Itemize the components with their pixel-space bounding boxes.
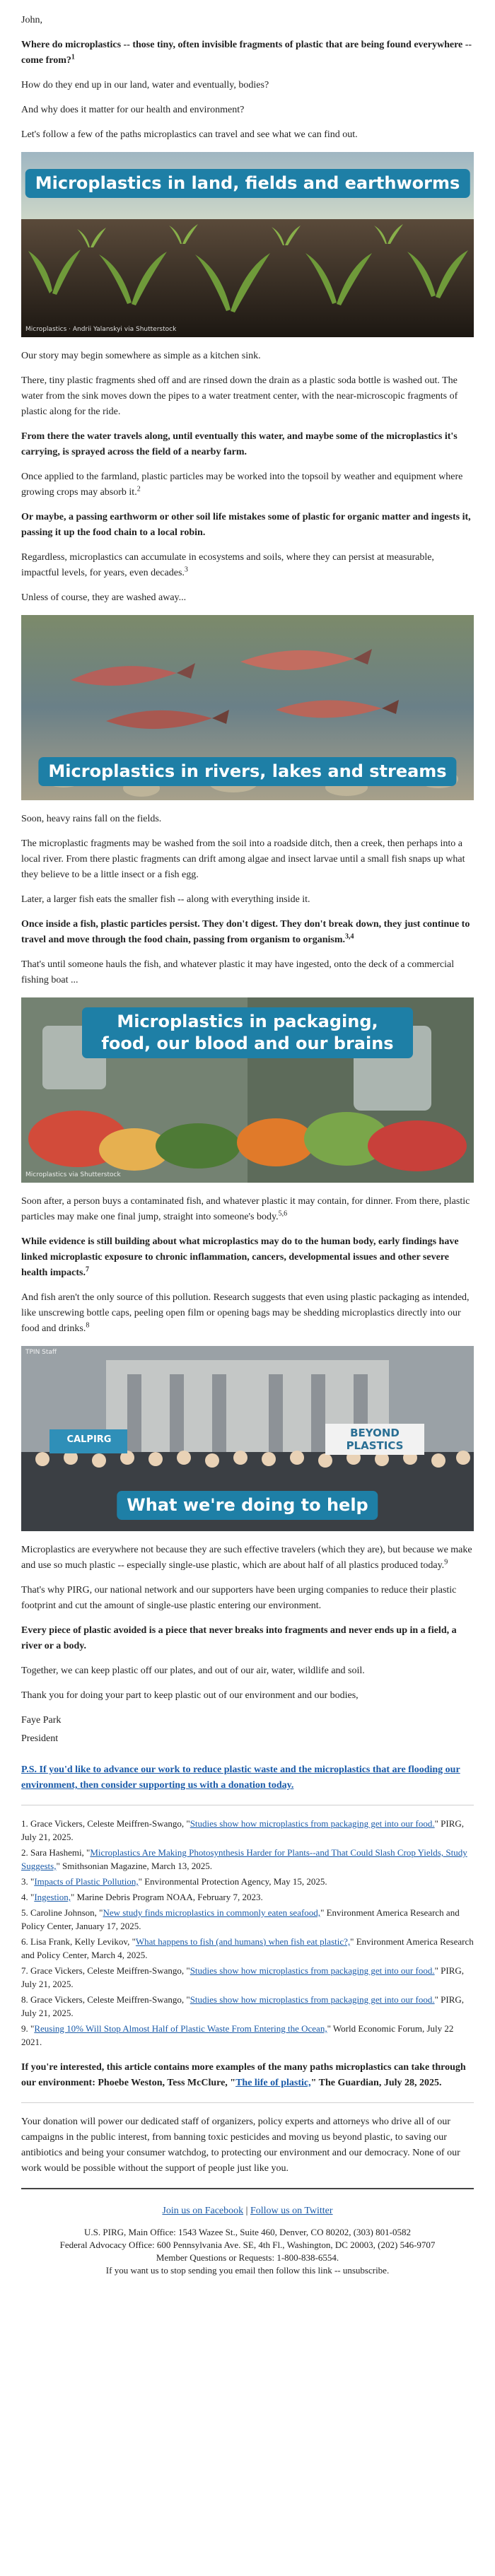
reference-item: 2. Sara Hashemi, "Microplastics Are Making Photosynthesis Harder for Plants--and That Could Slash Crop Yields, Study Suggests," Smithsonian Magazine, March 13, 2025. <box>21 1847 467 1871</box>
reference-link[interactable]: Studies show how microplastics from packaging get into our food. <box>190 1994 435 2005</box>
footnote-ref: 3,4 <box>345 932 354 941</box>
body-paragraph-bold: Every piece of plastic avoided is a piece that never breaks into fragments and never ends up in a field, a river or a body. <box>21 1625 457 1651</box>
footnote-ref: 2 <box>136 485 141 493</box>
guardian-article-link[interactable]: The life of plastic, <box>235 2078 311 2088</box>
body-paragraph: There, tiny plastic fragments shed off and are rinsed down the drain as a plastic soda bottle is washed out. The water from the sink moves down the pipes to a water treatment center, with the near-microscopic fragments of plastic along for the ride. <box>21 375 458 417</box>
donate-link[interactable]: P.S. If you'd like to advance our work to reduce plastic waste and the microplastics that are flooding our environment, then consider supporting us with a donation today. <box>21 1764 460 1791</box>
signer-name: Faye Park <box>21 1715 62 1726</box>
social-links <box>21 2205 474 2218</box>
signer-title: President <box>21 1733 59 1744</box>
unsubscribe-text[interactable]: If you want us to stop sending you email then follow this link -- unsubscribe. <box>105 2265 390 2276</box>
references-list <box>21 1817 474 2049</box>
body-paragraph: Once applied to the farmland, plastic particles may be worked into the topsoil by weather and equipment where growing crops may absorb it.$^2$ <box>21 472 463 498</box>
section-banner: Microplastics in packaging, food, our blood and our brains <box>82 1007 413 1058</box>
footer <box>21 2205 474 2277</box>
reference-link[interactable]: Impacts of Plastic Pollution, <box>34 1876 139 1887</box>
body-paragraph-bold: Or maybe, a passing earthworm or other soil life mistakes some of plastic for organic matter and ingests it, passing it up the food chain to a local robin. <box>21 512 471 538</box>
body-paragraph-bold: Once inside a fish, plastic particles persist. They don't digest. They don't break down, they just continue to travel and move through the food chain, passing from organism to organism.$^{3,4}$ <box>21 919 470 945</box>
link-divider: | <box>245 2206 248 2216</box>
member-questions: Member Questions or Requests: 1-800-838-6554. <box>156 2252 339 2263</box>
hero-image-river <box>21 615 474 800</box>
section-banner: Microplastics in land, fields and earthworms <box>25 169 470 198</box>
intro-paragraph: Let's follow a few of the paths microplastics can travel and see what we can find out. <box>21 129 358 140</box>
reference-link[interactable]: Ingestion, <box>34 1892 71 1902</box>
reference-item: 3. "Impacts of Plastic Pollution," Environmental Protection Agency, May 15, 2025. <box>21 1876 327 1887</box>
photo-credit: TPIN Staff <box>25 1349 57 1356</box>
body-paragraph: That's until someone hauls the fish, and whatever plastic it may have ingested, onto the deck of a commercial fishing boat ... <box>21 959 455 985</box>
facebook-link[interactable]: Join us on Facebook <box>162 2206 244 2216</box>
hero-image-fields <box>21 152 474 337</box>
footnote-ref: 7 <box>86 1265 89 1274</box>
reference-item: 5. Caroline Johnson, "New study finds microplastics in commonly eaten seafood," Environment America Research and Policy Center, January 17, 2025. <box>21 1907 460 1931</box>
footnote-ref: 1 <box>71 53 75 62</box>
footnote-ref: 5,6 <box>278 1210 288 1218</box>
body-paragraph: Together, we can keep plastic off our plates, and out of our air, water, wildlife and soil. <box>21 1665 365 1676</box>
reference-link[interactable]: What happens to fish (and humans) when fish eat plastic?, <box>135 1936 351 1947</box>
body-paragraph-bold: While evidence is still building about what microplastics may do to the human body, early findings have linked microplastic exposure to chronic inflammation, cancers, developmental issues and other severe health impacts.$^7$ <box>21 1236 459 1278</box>
main-office-address: U.S. PIRG, Main Office: 1543 Wazee St., Suite 460, Denver, CO 80202, (303) 801-0582 <box>84 2227 411 2237</box>
intro-question: Where do microplastics -- those tiny, often invisible fragments of plastic that are being found everywhere -- come from?$^1$ <box>21 40 472 66</box>
reference-link[interactable]: Reusing 10% Will Stop Almost Half of Plastic Waste From Entering the Ocean, <box>34 2023 327 2034</box>
body-paragraph: Soon after, a person buys a contaminated fish, and whatever plastic it may contain, for dinner. From there, plastic particles may make one final jump, straight into someone's body.$^{5,6}$ <box>21 1196 470 1222</box>
signature <box>21 1713 474 1747</box>
email-body <box>21 0 474 2284</box>
body-paragraph: Our story may begin somewhere as simple as a kitchen sink. <box>21 351 261 361</box>
reference-link[interactable]: Studies show how microplastics from packaging get into our food. <box>190 1818 435 1829</box>
reference-item: 7. Grace Vickers, Celeste Meiffren-Swango, "Studies show how microplastics from packaging get into our food." PIRG, July 21, 2025. <box>21 1965 465 1989</box>
intro-paragraph: And why does it matter for our health and environment? <box>21 105 245 115</box>
footnote-ref: 3 <box>184 566 188 574</box>
body-paragraph: That's why PIRG, our national network and our supporters have been urging companies to reduce their plastic footprint and cut the amount of single-use plastic entering our environment. <box>21 1585 457 1611</box>
reference-link[interactable]: New study finds microplastics in commonly eaten seafood, <box>103 1907 321 1918</box>
body-paragraph: The microplastic fragments may be washed from the soil into a roadside ditch, then a creek, then perhaps into a local river. From there plastic fragments can drift among algae and insect larvae until a small fish snaps up what they believe to be a little insect or a fish egg. <box>21 838 465 880</box>
footer-divider <box>21 2188 474 2189</box>
reference-link[interactable]: Microplastics Are Making Photosynthesis Harder for Plants--and That Could Slash Crop Yields, Study Suggests, <box>21 1847 467 1871</box>
section-banner: Microplastics in rivers, lakes and streams <box>38 757 456 786</box>
body-paragraph: Later, a larger fish eats the smaller fish -- along with everything inside it. <box>21 894 310 905</box>
reference-item: 9. "Reusing 10% Will Stop Almost Half of Plastic Waste From Entering the Ocean," World Economic Forum, July 22 2021. <box>21 2023 454 2047</box>
body-paragraph-bold: From there the water travels along, until eventually this water, and maybe some of the microplastics it's carrying, is sprayed across the field of a nearby farm. <box>21 431 458 457</box>
body-paragraph: Microplastics are everywhere not because they are such effective travelers (which they are), but because we make and use so much plastic -- especially single-use plastic, which are about half of all plastics produced today.$^9$ <box>21 1545 472 1571</box>
hero-image-rally <box>21 1346 474 1531</box>
hero-image-food <box>21 997 474 1183</box>
federal-office-address: Federal Advocacy Office: 600 Pennsylvania Ave. SE, 4th Fl., Washington, DC 20003, (202) 546-9707 <box>59 2240 436 2250</box>
photo-credit: Microplastics via Shutterstock <box>25 1171 121 1178</box>
greeting: John, <box>21 15 42 25</box>
section-banner: What we're doing to help <box>117 1491 378 1520</box>
more-examples: If you're interested, this article contains more examples of the many paths microplastics can take through our environment: Phoebe Weston, Tess McClure, "The life of plastic," The Guardian, July 28, 2025. <box>21 2062 466 2088</box>
body-paragraph: Soon, heavy rains fall on the fields. <box>21 814 162 824</box>
rally-sign-text-right: BEYOND PLASTICS <box>346 1427 404 1452</box>
reference-item: 8. Grace Vickers, Celeste Meiffren-Swango, "Studies show how microplastics from packaging get into our food." PIRG, July 21, 2025. <box>21 1994 465 2018</box>
reference-item: 4. "Ingestion," Marine Debris Program NOAA, February 7, 2023. <box>21 1892 263 1902</box>
body-paragraph: Thank you for doing your part to keep plastic out of our environment and our bodies, <box>21 1690 359 1701</box>
body-paragraph: Regardless, microplastics can accumulate in ecosystems and soils, where they can persist at measurable, impactful levels, for years, even decades.$^3$ <box>21 552 434 578</box>
footnote-ref: 9 <box>444 1558 448 1567</box>
body-paragraph: Unless of course, they are washed away... <box>21 592 187 603</box>
body-paragraph: And fish aren't the only source of this pollution. Research suggests that even using plastic packaging as intended, like unscrewing bottle caps, peeling open film or opening bags may be shedding microplastics directly into our food and drinks.$^8$ <box>21 1292 470 1334</box>
photo-credit: Microplastics · Andrii Yalanskyi via Shutterstock <box>25 326 177 333</box>
divider <box>21 2102 474 2103</box>
footnote-ref: 8 <box>86 1321 90 1330</box>
twitter-link[interactable]: Follow us on Twitter <box>250 2206 333 2216</box>
reference-item: 1. Grace Vickers, Celeste Meiffren-Swango, "Studies show how microplastics from packaging get into our food." PIRG, July 21, 2025. <box>21 1818 465 1842</box>
ps-paragraph <box>21 1762 474 1793</box>
closing-paragraph: Your donation will power our dedicated staff of organizers, policy experts and attorneys who drive all of our campaigns in the public interest, from banning toxic pesticides and moving us beyond plastic, to saving our antibiotics and being your consumer watchdog, to protecting our environment and our democracy. None of our work would be possible without the support of people just like you. <box>21 2117 460 2174</box>
rally-sign-text-left: CALPIRG <box>66 1434 112 1445</box>
reference-link[interactable]: Studies show how microplastics from packaging get into our food. <box>190 1965 435 1976</box>
reference-item: 6. Lisa Frank, Kelly Levikov, "What happens to fish (and humans) when fish eat plastic?," Environment America Research and Policy Center, March 4, 2025. <box>21 1936 474 1960</box>
intro-paragraph: How do they end up in our land, water and eventually, bodies? <box>21 80 269 90</box>
